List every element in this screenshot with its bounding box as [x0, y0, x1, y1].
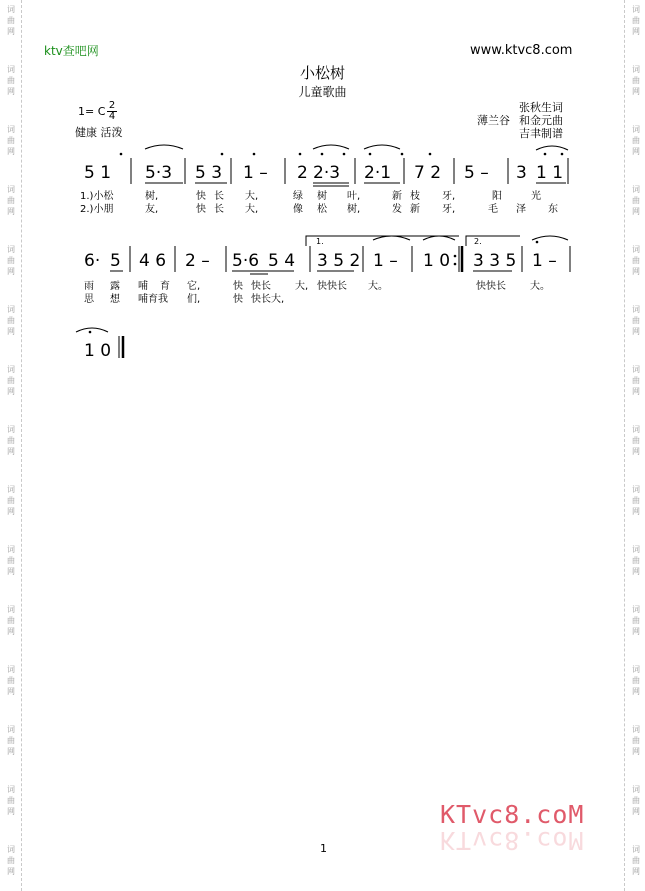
- song-subtitle: 儿童歌曲: [298, 85, 347, 99]
- octave-dot: [561, 153, 564, 156]
- note-group: 2·3: [313, 163, 341, 183]
- note-group: 5 4: [268, 251, 296, 271]
- margin-watermark-char: 词: [632, 65, 640, 74]
- margin-watermark-char: 曲: [7, 496, 15, 505]
- note-group: 5·3: [145, 163, 173, 183]
- footer-logo: KTvc8.coM: [440, 800, 585, 829]
- lyric-verse1: 露: [110, 281, 120, 292]
- note-group: 3 5 2: [317, 251, 361, 271]
- lyric-verse1: 快快长: [476, 281, 506, 292]
- octave-dot: [321, 153, 324, 156]
- margin-watermark-char: 词: [632, 845, 640, 854]
- lyric-verse2: 友,: [145, 204, 159, 215]
- repeat-dot: [454, 263, 457, 266]
- slur-tie: [313, 145, 349, 149]
- time-signature-bottom: 4: [108, 111, 116, 122]
- margin-watermark-char: 曲: [632, 16, 640, 25]
- margin-watermark-char: 词: [7, 425, 15, 434]
- margin-watermark-char: 词: [7, 845, 15, 854]
- lyric-verse1: 树,: [145, 191, 159, 202]
- margin-watermark-char: 网: [632, 627, 640, 636]
- note-group: 1 –: [532, 251, 557, 271]
- note-group: 1 1: [536, 163, 564, 183]
- margin-watermark-char: 网: [7, 27, 15, 36]
- lyric-verse1: 快: [233, 281, 243, 292]
- lyric-verse2: 毛: [488, 204, 498, 215]
- lyric-verse2: 快: [196, 204, 206, 215]
- margin-watermark-char: 词: [632, 125, 640, 134]
- margin-watermark-char: 网: [632, 687, 640, 696]
- margin-watermark-char: 网: [7, 387, 15, 396]
- note-group: 1 0: [423, 251, 451, 271]
- margin-watermark-char: 词: [7, 665, 15, 674]
- note-group: 6·: [84, 251, 101, 271]
- margin-watermark-char: 词: [632, 485, 640, 494]
- lyric-verse1: 雨: [84, 281, 94, 292]
- note-group: 7 2: [414, 163, 442, 183]
- margin-watermark-char: 曲: [632, 856, 640, 865]
- margin-watermark-char: 网: [7, 147, 15, 156]
- margin-watermark-char: 网: [632, 327, 640, 336]
- slur-tie: [76, 328, 108, 332]
- lyric-verse2: 快: [233, 294, 243, 305]
- lyric-verse1: 快快长: [317, 281, 347, 292]
- song-title: 小松树: [299, 64, 345, 82]
- lyric-verse2: 发: [392, 204, 402, 215]
- slur-tie: [364, 145, 400, 149]
- credit-composer-1: 薄兰谷: [477, 114, 510, 127]
- margin-watermark-char: 曲: [632, 676, 640, 685]
- page-number: 1: [320, 842, 327, 855]
- margin-watermark-char: 曲: [7, 256, 15, 265]
- lyric-verse1: 快长: [251, 281, 271, 292]
- margin-watermark-char: 网: [7, 267, 15, 276]
- margin-watermark-char: 曲: [7, 556, 15, 565]
- note-group: 2·1: [364, 163, 392, 183]
- note-group: 3: [516, 163, 527, 183]
- lyric-verse1: 树: [317, 191, 327, 202]
- volta-1-label: 1.: [316, 237, 324, 246]
- margin-watermark-char: 网: [7, 507, 15, 516]
- lyric-verse2: 哺育我: [138, 294, 168, 305]
- time-signature-top: 2: [108, 100, 116, 111]
- lyric-verse1: 快: [196, 191, 206, 202]
- lyric-verse2: 想: [110, 294, 120, 305]
- margin-watermark-char: 网: [7, 687, 15, 696]
- margin-watermark-char: 词: [632, 305, 640, 314]
- note-group: 3 3 5: [473, 251, 517, 271]
- lyric-verse2: 东: [548, 204, 558, 215]
- margin-watermark-char: 词: [632, 725, 640, 734]
- margin-watermark-char: 曲: [632, 616, 640, 625]
- margin-watermark-char: 词: [7, 365, 15, 374]
- margin-watermark-char: 曲: [7, 136, 15, 145]
- lyric-verse1: 大,: [245, 191, 259, 202]
- lyric-verse2: 树,: [347, 204, 361, 215]
- repeat-dot: [454, 255, 457, 258]
- lyric-verse1: 大。: [368, 281, 388, 292]
- margin-watermark-char: 曲: [7, 436, 15, 445]
- margin-watermark-char: 词: [632, 545, 640, 554]
- margin-watermark-char: 网: [7, 627, 15, 636]
- lyric-verse2: 松: [317, 204, 327, 215]
- note-group: 2 –: [185, 251, 210, 271]
- margin-watermark-char: 曲: [632, 796, 640, 805]
- margin-watermark-char: 网: [632, 567, 640, 576]
- margin-watermark-char: 词: [632, 785, 640, 794]
- margin-watermark-char: 曲: [632, 196, 640, 205]
- slur-tie: [423, 236, 455, 240]
- margin-watermark-char: 词: [7, 5, 15, 14]
- margin-watermark-char: 网: [7, 327, 15, 336]
- margin-watermark-char: 网: [632, 447, 640, 456]
- margin-watermark-char: 网: [7, 747, 15, 756]
- slur-tie: [532, 236, 568, 240]
- margin-watermark-char: 曲: [7, 736, 15, 745]
- margin-watermark-char: 词: [632, 605, 640, 614]
- margin-watermark-char: 曲: [7, 796, 15, 805]
- note-group: 5 3: [195, 163, 223, 183]
- margin-watermark-char: 曲: [632, 556, 640, 565]
- octave-dot: [221, 153, 224, 156]
- octave-dot: [544, 153, 547, 156]
- margin-watermark-char: 曲: [7, 616, 15, 625]
- margin-watermark-char: 曲: [632, 316, 640, 325]
- lyric-verse2: 泽: [516, 204, 526, 215]
- note-group: 1 0: [84, 341, 112, 361]
- margin-watermark-char: 词: [632, 5, 640, 14]
- margin-watermark-char: 词: [632, 665, 640, 674]
- octave-dot: [369, 153, 372, 156]
- octave-dot: [343, 153, 346, 156]
- octave-dot: [299, 153, 302, 156]
- note-group: 5 1: [84, 163, 112, 183]
- margin-watermark-char: 曲: [632, 436, 640, 445]
- margin-watermark-char: 词: [632, 365, 640, 374]
- margin-watermark-char: 曲: [632, 76, 640, 85]
- slur-tie: [373, 236, 410, 240]
- lyric-verse2: 们,: [187, 294, 201, 305]
- margin-watermark-char: 词: [7, 485, 15, 494]
- lyric-verse1: 它,: [187, 281, 201, 292]
- octave-dot: [120, 153, 123, 156]
- margin-watermark-char: 词: [632, 245, 640, 254]
- lyric-verse1: 育: [160, 281, 170, 292]
- margin-watermark-char: 网: [632, 147, 640, 156]
- margin-watermark-char: 曲: [632, 136, 640, 145]
- margin-watermark-char: 网: [632, 387, 640, 396]
- margin-watermark-char: 网: [632, 27, 640, 36]
- lyric-verse2: 思: [84, 294, 94, 305]
- margin-watermark-char: 网: [632, 867, 640, 876]
- margin-watermark-char: 曲: [7, 676, 15, 685]
- margin-watermark-char: 曲: [632, 376, 640, 385]
- lyric-verse2: 快长大,: [251, 294, 285, 305]
- margin-watermark-char: 词: [7, 785, 15, 794]
- margin-watermark-char: 词: [7, 605, 15, 614]
- margin-watermark-char: 网: [7, 807, 15, 816]
- margin-watermark-char: 网: [7, 867, 15, 876]
- margin-watermark-char: 词: [7, 185, 15, 194]
- lyric-verse1: 绿: [293, 191, 303, 202]
- lyric-verse1: 长: [214, 191, 224, 202]
- footer-logo-reflection: KTvc8.coM: [440, 826, 585, 855]
- note-group: 1 –: [373, 251, 398, 271]
- lyric-verse1: 哺: [138, 281, 148, 292]
- tempo-marking: 健康 活泼: [75, 126, 123, 139]
- margin-watermark-char: 词: [7, 545, 15, 554]
- lyric-verse2: 牙,: [442, 204, 456, 215]
- lyric-verse1: 牙,: [442, 191, 456, 202]
- lyric-verse1: 阳: [492, 191, 502, 202]
- margin-watermark-char: 网: [632, 807, 640, 816]
- lyric-verse2: 新: [410, 204, 420, 215]
- credit-composer-2: 和金元曲: [519, 114, 563, 127]
- margin-watermark-char: 曲: [632, 736, 640, 745]
- slur-tie: [536, 146, 568, 150]
- site-url[interactable]: www.ktvc8.com: [470, 43, 573, 58]
- credit-lyricist: 张秋生词: [519, 101, 563, 114]
- octave-dot: [536, 241, 539, 244]
- lyric-verse1: 新: [392, 191, 402, 202]
- lyric-verse1: 大,: [295, 281, 309, 292]
- lyric-verse1: 叶,: [347, 191, 361, 202]
- octave-dot: [253, 153, 256, 156]
- octave-dot: [401, 153, 404, 156]
- site-name[interactable]: ktv查吧网: [44, 44, 99, 58]
- margin-watermark-char: 网: [632, 267, 640, 276]
- volta-1-bracket: [306, 236, 459, 246]
- lyric-verse1: 1.)小松: [80, 191, 114, 202]
- lyric-verse2: 大,: [245, 204, 259, 215]
- margin-watermark-char: 网: [7, 207, 15, 216]
- note-group: 1 –: [243, 163, 268, 183]
- margin-watermark-char: 曲: [632, 256, 640, 265]
- octave-dot: [429, 153, 432, 156]
- margin-watermark-char: 网: [7, 447, 15, 456]
- margin-watermark-char: 曲: [7, 376, 15, 385]
- margin-watermark-char: 曲: [7, 196, 15, 205]
- lyric-verse1: 光: [531, 191, 541, 202]
- margin-watermark-char: 词: [7, 245, 15, 254]
- margin-watermark-char: 网: [632, 87, 640, 96]
- margin-watermark-char: 网: [632, 747, 640, 756]
- lyric-verse2: 长: [214, 204, 224, 215]
- note-group: 5: [110, 251, 121, 271]
- slur-tie: [145, 145, 183, 149]
- lyric-verse2: 2.)小朋: [80, 204, 114, 215]
- note-group: 2: [297, 163, 308, 183]
- key-signature: 1= C: [78, 105, 106, 118]
- octave-dot: [89, 331, 92, 334]
- credit-arranger: 吉聿制谱: [519, 127, 563, 140]
- lyric-verse2: 像: [293, 204, 303, 215]
- margin-watermark-char: 网: [7, 87, 15, 96]
- margin-watermark-char: 网: [7, 567, 15, 576]
- margin-watermark-char: 词: [632, 425, 640, 434]
- margin-watermark-char: 词: [7, 125, 15, 134]
- volta-2-label: 2.: [474, 237, 482, 246]
- margin-watermark-char: 曲: [632, 496, 640, 505]
- margin-watermark-char: 曲: [7, 316, 15, 325]
- margin-watermark-char: 曲: [7, 856, 15, 865]
- lyric-verse1: 大。: [530, 281, 550, 292]
- note-group: 5 –: [464, 163, 489, 183]
- margin-watermark-char: 网: [632, 207, 640, 216]
- margin-watermark-char: 词: [632, 185, 640, 194]
- margin-watermark-char: 词: [7, 65, 15, 74]
- margin-watermark-char: 网: [632, 507, 640, 516]
- margin-watermark-char: 曲: [7, 16, 15, 25]
- note-group: 4 6: [139, 251, 167, 271]
- lyric-verse1: 枝: [410, 191, 420, 202]
- note-group: 5·6: [232, 251, 260, 271]
- margin-watermark-char: 曲: [7, 76, 15, 85]
- margin-watermark-char: 词: [7, 305, 15, 314]
- margin-watermark-char: 词: [7, 725, 15, 734]
